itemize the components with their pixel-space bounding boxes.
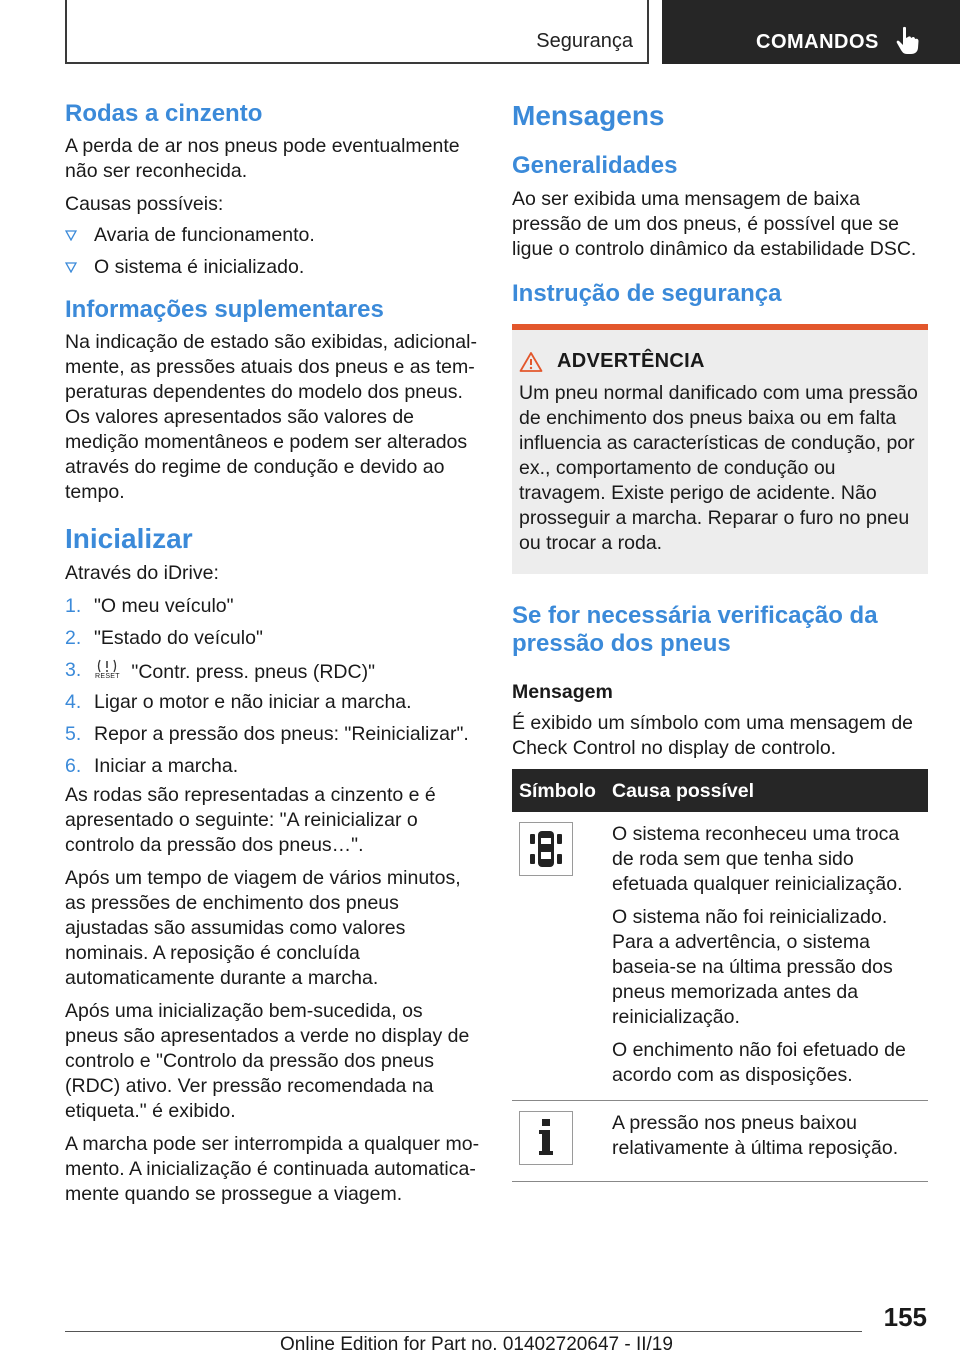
bullet-triangle-icon xyxy=(65,262,77,273)
paragraph-after-3: Após uma inicialização bem-sucedida, os pneus são apresentados a verde no display de controlo e "Controlo da pressão dos pneus (RDC) ativo. Ver pressão recomendada na etiqueta." é exibido. xyxy=(65,1000,470,1122)
list-item: 3. RESET "Contr. press. pneus (RDC)" xyxy=(65,659,376,683)
header-section-tab xyxy=(65,0,649,64)
header-chapter-tab xyxy=(662,0,960,64)
list-item: 2. "Estado do veículo" xyxy=(65,627,263,649)
heading-initialize: Inicializar xyxy=(65,523,193,554)
right-column xyxy=(512,100,928,1182)
bullet-triangle-icon xyxy=(65,230,77,241)
list-item: 6. Iniciar a marcha. xyxy=(65,755,239,777)
cause-text: A pressão nos pneus baixou relativamente à última reposição. xyxy=(612,1112,899,1159)
table-row xyxy=(512,812,928,1101)
tire-reset-icon: RESET xyxy=(94,658,120,682)
left-column xyxy=(65,100,480,1207)
page-number: 155 xyxy=(883,1302,927,1332)
car-tires-warning-icon xyxy=(519,822,573,876)
heading-grey-wheels: Rodas a cinzento xyxy=(65,100,263,127)
hand-pointer-icon xyxy=(894,26,920,56)
cause-text: O sistema não foi reinicializado. Para a advertência, o sistema baseia-se na última pressão dos pneus memorizada antes da reinicialização. xyxy=(612,906,893,1028)
list-item: 4. Ligar o motor e não iniciar a marcha. xyxy=(65,691,412,713)
column-header-cause: Causa possível xyxy=(605,769,928,812)
paragraph-message: É exibido um símbolo com uma mensagem de Check Control no display de controlo. xyxy=(512,712,914,759)
causes-label: Causas possíveis: xyxy=(65,193,224,215)
list-item: 1. "O meu veículo" xyxy=(65,595,234,617)
warning-title: ADVERTÊNCIA xyxy=(557,350,705,372)
footer-edition: Online Edition for Part no. 01402720647 - II/19 xyxy=(280,1334,673,1355)
warning-text: Um pneu normal danificado com uma pressão de enchimento dos pneus baixa ou em falta influencia as características de condução, por ex., comportamento de condução ou travagem. Existe perigo de acidente. Não prosseguir a marcha. Reparar o furo no pneu ou trocar a roda. xyxy=(519,382,918,554)
header-section-title: Segurança xyxy=(536,30,633,52)
warning-triangle-icon xyxy=(519,351,543,373)
paragraph-grey-wheels: A perda de ar nos pneus pode eventualmente não ser reconhecida. xyxy=(65,135,460,182)
paragraph-after-4: A marcha pode ser interrompida a qualquer momento. A inicialização é continuada automaticamente quando se prossegue a viagem. xyxy=(65,1133,480,1205)
heading-safety: Instrução de segurança xyxy=(512,280,782,307)
list-item: 5. Repor a pressão dos pneus: "Reinicializar". xyxy=(65,723,469,745)
heading-pressure-check: Se for necessária verificação da pressão dos pneus xyxy=(512,602,878,657)
header-chapter-title: COMANDOS xyxy=(756,31,879,53)
info-i-icon xyxy=(519,1111,573,1165)
column-header-symbol: Símbolo xyxy=(512,769,605,812)
idrive-label: Através do iDrive: xyxy=(65,562,219,584)
heading-general: Generalidades xyxy=(512,152,678,179)
table-row xyxy=(512,1101,928,1182)
footer-divider xyxy=(65,1331,862,1332)
cause-text: O sistema reconheceu uma troca de roda sem que tenha sido efetuada qualquer reinicialização. xyxy=(612,823,903,895)
cause-text: O enchimento não foi efetuado de acordo com as disposições. xyxy=(612,1039,906,1086)
warning-box xyxy=(512,324,928,574)
heading-messages: Mensagens xyxy=(512,100,665,131)
subheading-message: Mensagem xyxy=(512,681,613,703)
paragraph-supplementary-info: Na indicação de estado são exibidas, adicionalmente, as pressões atuais dos pneus e as temperaturas dependentes do modelo dos pneus. Os valores apresentados são valores de medição momentâneos e podem ser alterados através do regime de condução e devido ao tempo. xyxy=(65,331,477,503)
table-header-row xyxy=(512,769,928,812)
paragraph-after-1: As rodas são representadas a cinzento e é apresentado o seguinte: "A reinicializar o controlo da pressão dos pneus…". xyxy=(65,784,436,856)
heading-supplementary-info: Informações suplementares xyxy=(65,296,384,323)
list-item: Avaria de funcionamento. xyxy=(65,223,480,248)
list-item: O sistema é inicializado. xyxy=(65,255,480,280)
paragraph-general: Ao ser exibida uma mensagem de baixa pressão de um dos pneus, é possível que se ligue o controlo dinâmico da estabilidade DSC. xyxy=(512,188,917,260)
symbol-cause-table xyxy=(512,769,928,1182)
paragraph-after-2: Após um tempo de viagem de vários minutos, as pressões de enchimento dos pneus ajustadas são assumidas como valores nominais. A reposição é concluída automaticamente durante a marcha. xyxy=(65,867,461,989)
